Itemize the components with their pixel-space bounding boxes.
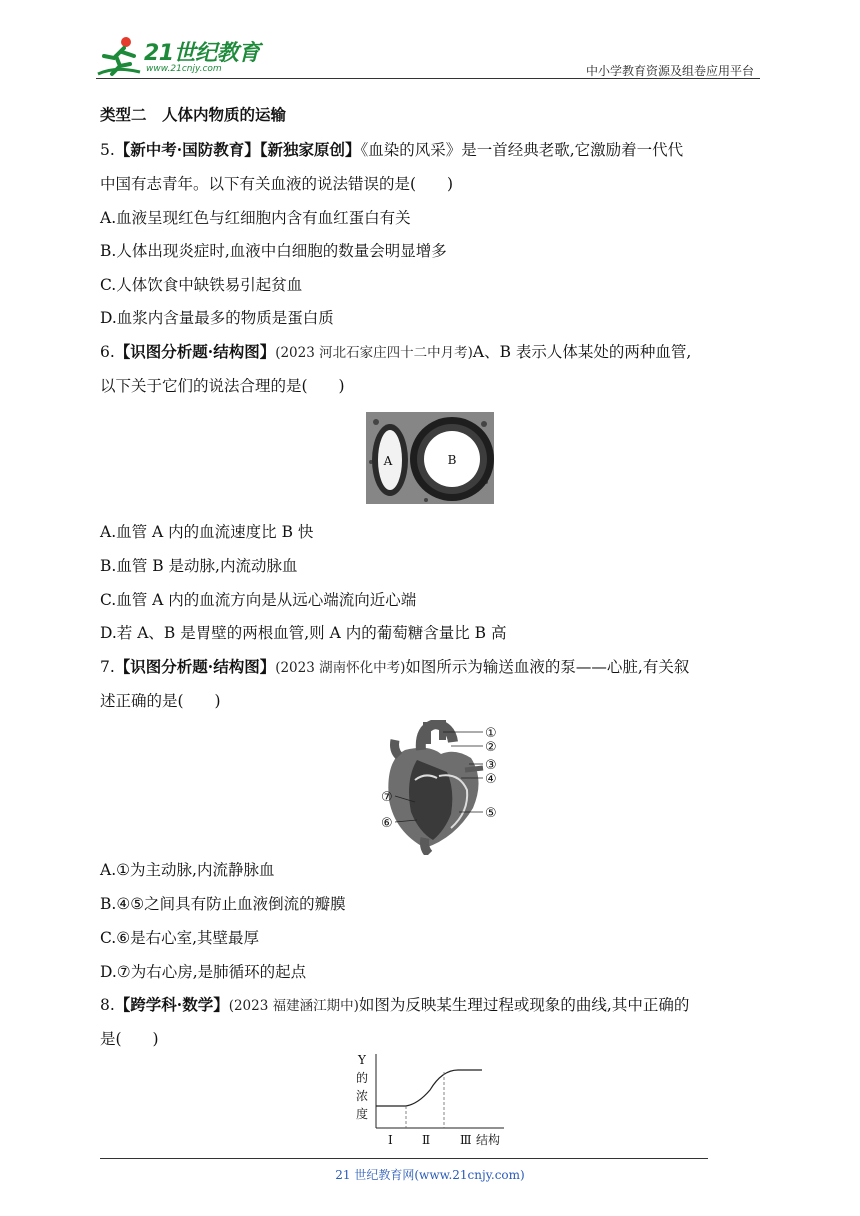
question-7-line-1 xyxy=(100,657,689,678)
question-5-line-2: 中国有志青年。以下有关血液的说法错误的是( ) xyxy=(100,175,454,193)
logo-text: 21世纪教育 xyxy=(144,41,260,66)
vessel-label-b: B xyxy=(447,453,457,467)
option-b: B.血管 B 是动脉,内流动脉血 xyxy=(100,557,298,575)
blood-vessel-figure xyxy=(366,412,494,504)
option-c: C.血管 A 内的血流方向是从远心端流向近心端 xyxy=(100,591,417,609)
option-b: B.④⑤之间具有防止血液倒流的瓣膜 xyxy=(100,895,346,913)
y-axis-label: Y xyxy=(358,1053,366,1067)
question-tags: 【跨学科·数学】 xyxy=(114,995,229,1014)
question-8-line-1 xyxy=(100,995,689,1016)
platform-name: 中小学教育资源及组卷应用平台 xyxy=(585,64,754,78)
question-6-line-2: 以下关于它们的说法合理的是( ) xyxy=(100,377,345,395)
question-source: (2023 湖南怀化中考) xyxy=(275,660,406,676)
y-axis-label: 浓 xyxy=(356,1089,369,1103)
concentration-curve-figure xyxy=(352,1050,512,1150)
site-logo[interactable] xyxy=(96,34,266,78)
vessel-label-a: A xyxy=(383,454,393,468)
question-stem: 如图为反映某生理过程或现象的曲线,其中正确的 xyxy=(358,996,690,1014)
heart-label-1: ① xyxy=(485,726,497,741)
heart-label-5: ⑤ xyxy=(485,806,497,821)
heart-label-3: ③ xyxy=(485,758,497,773)
header-divider xyxy=(96,78,760,79)
page-footer[interactable]: 21 世纪教育网(www.21cnjy.com) xyxy=(335,1168,525,1182)
y-axis-label: 度 xyxy=(356,1107,369,1121)
question-number: 6. xyxy=(100,343,115,361)
heart-diagram xyxy=(355,720,515,855)
question-source: (2023 福建涵江期中) xyxy=(228,998,359,1014)
question-stem: 《血染的风采》是一首经典老歌,它激励着一代代 xyxy=(360,141,684,159)
question-6-line-1 xyxy=(100,342,691,363)
y-axis-label: 的 xyxy=(356,1071,369,1085)
option-d: D.若 A、B 是胃壁的两根血管,则 A 内的葡萄糖含量比 B 高 xyxy=(100,624,507,642)
option-a: A.血管 A 内的血流速度比 B 快 xyxy=(100,523,314,541)
question-5-line-1 xyxy=(100,140,683,160)
x-tick-label: Ⅲ xyxy=(460,1133,472,1147)
option-a: A.血液呈现红色与红细胞内含有血红蛋白有关 xyxy=(100,209,411,227)
heart-label-2: ② xyxy=(485,740,497,755)
question-number: 8. xyxy=(100,996,115,1014)
x-axis-label: 结构 xyxy=(476,1133,501,1147)
runner-logo-icon xyxy=(96,34,142,78)
question-7-line-2: 述正确的是( ) xyxy=(100,692,221,710)
question-8-line-2: 是( ) xyxy=(100,1030,159,1048)
question-number: 7. xyxy=(100,658,115,676)
question-tags: 【识图分析题·结构图】 xyxy=(114,342,276,361)
option-c: C.人体饮食中缺铁易引起贫血 xyxy=(100,276,303,294)
option-d: D.血浆内含量最多的物质是蛋白质 xyxy=(100,309,334,327)
option-b: B.人体出现炎症时,血液中白细胞的数量会明显增多 xyxy=(100,242,447,260)
question-tags: 【识图分析题·结构图】 xyxy=(114,657,276,676)
option-c: C.⑥是右心室,其壁最厚 xyxy=(100,929,260,947)
section-title: 类型二 人体内物质的运输 xyxy=(100,105,287,124)
question-number: 5. xyxy=(100,141,115,159)
heart-label-7: ⑦ xyxy=(381,790,393,805)
question-source: (2023 河北石家庄四十二中月考) xyxy=(275,345,473,361)
logo-url: www.21cnjy.com xyxy=(146,64,222,74)
question-stem: A、B 表示人体某处的两种血管, xyxy=(472,343,692,361)
x-tick-label: Ⅱ xyxy=(422,1133,431,1147)
x-tick-label: Ⅰ xyxy=(388,1133,393,1147)
heart-label-4: ④ xyxy=(485,772,497,787)
page-header xyxy=(96,30,760,80)
heart-label-6: ⑥ xyxy=(381,816,393,831)
question-tags: 【新中考·国防教育】【新独家原创】 xyxy=(114,140,361,159)
option-a: A.①为主动脉,内流静脉血 xyxy=(100,861,275,879)
question-stem: 如图所示为输送血液的泵——心脏,有关叙 xyxy=(405,658,690,676)
footer-divider xyxy=(100,1158,708,1159)
option-d: D.⑦为右心房,是肺循环的起点 xyxy=(100,963,307,981)
